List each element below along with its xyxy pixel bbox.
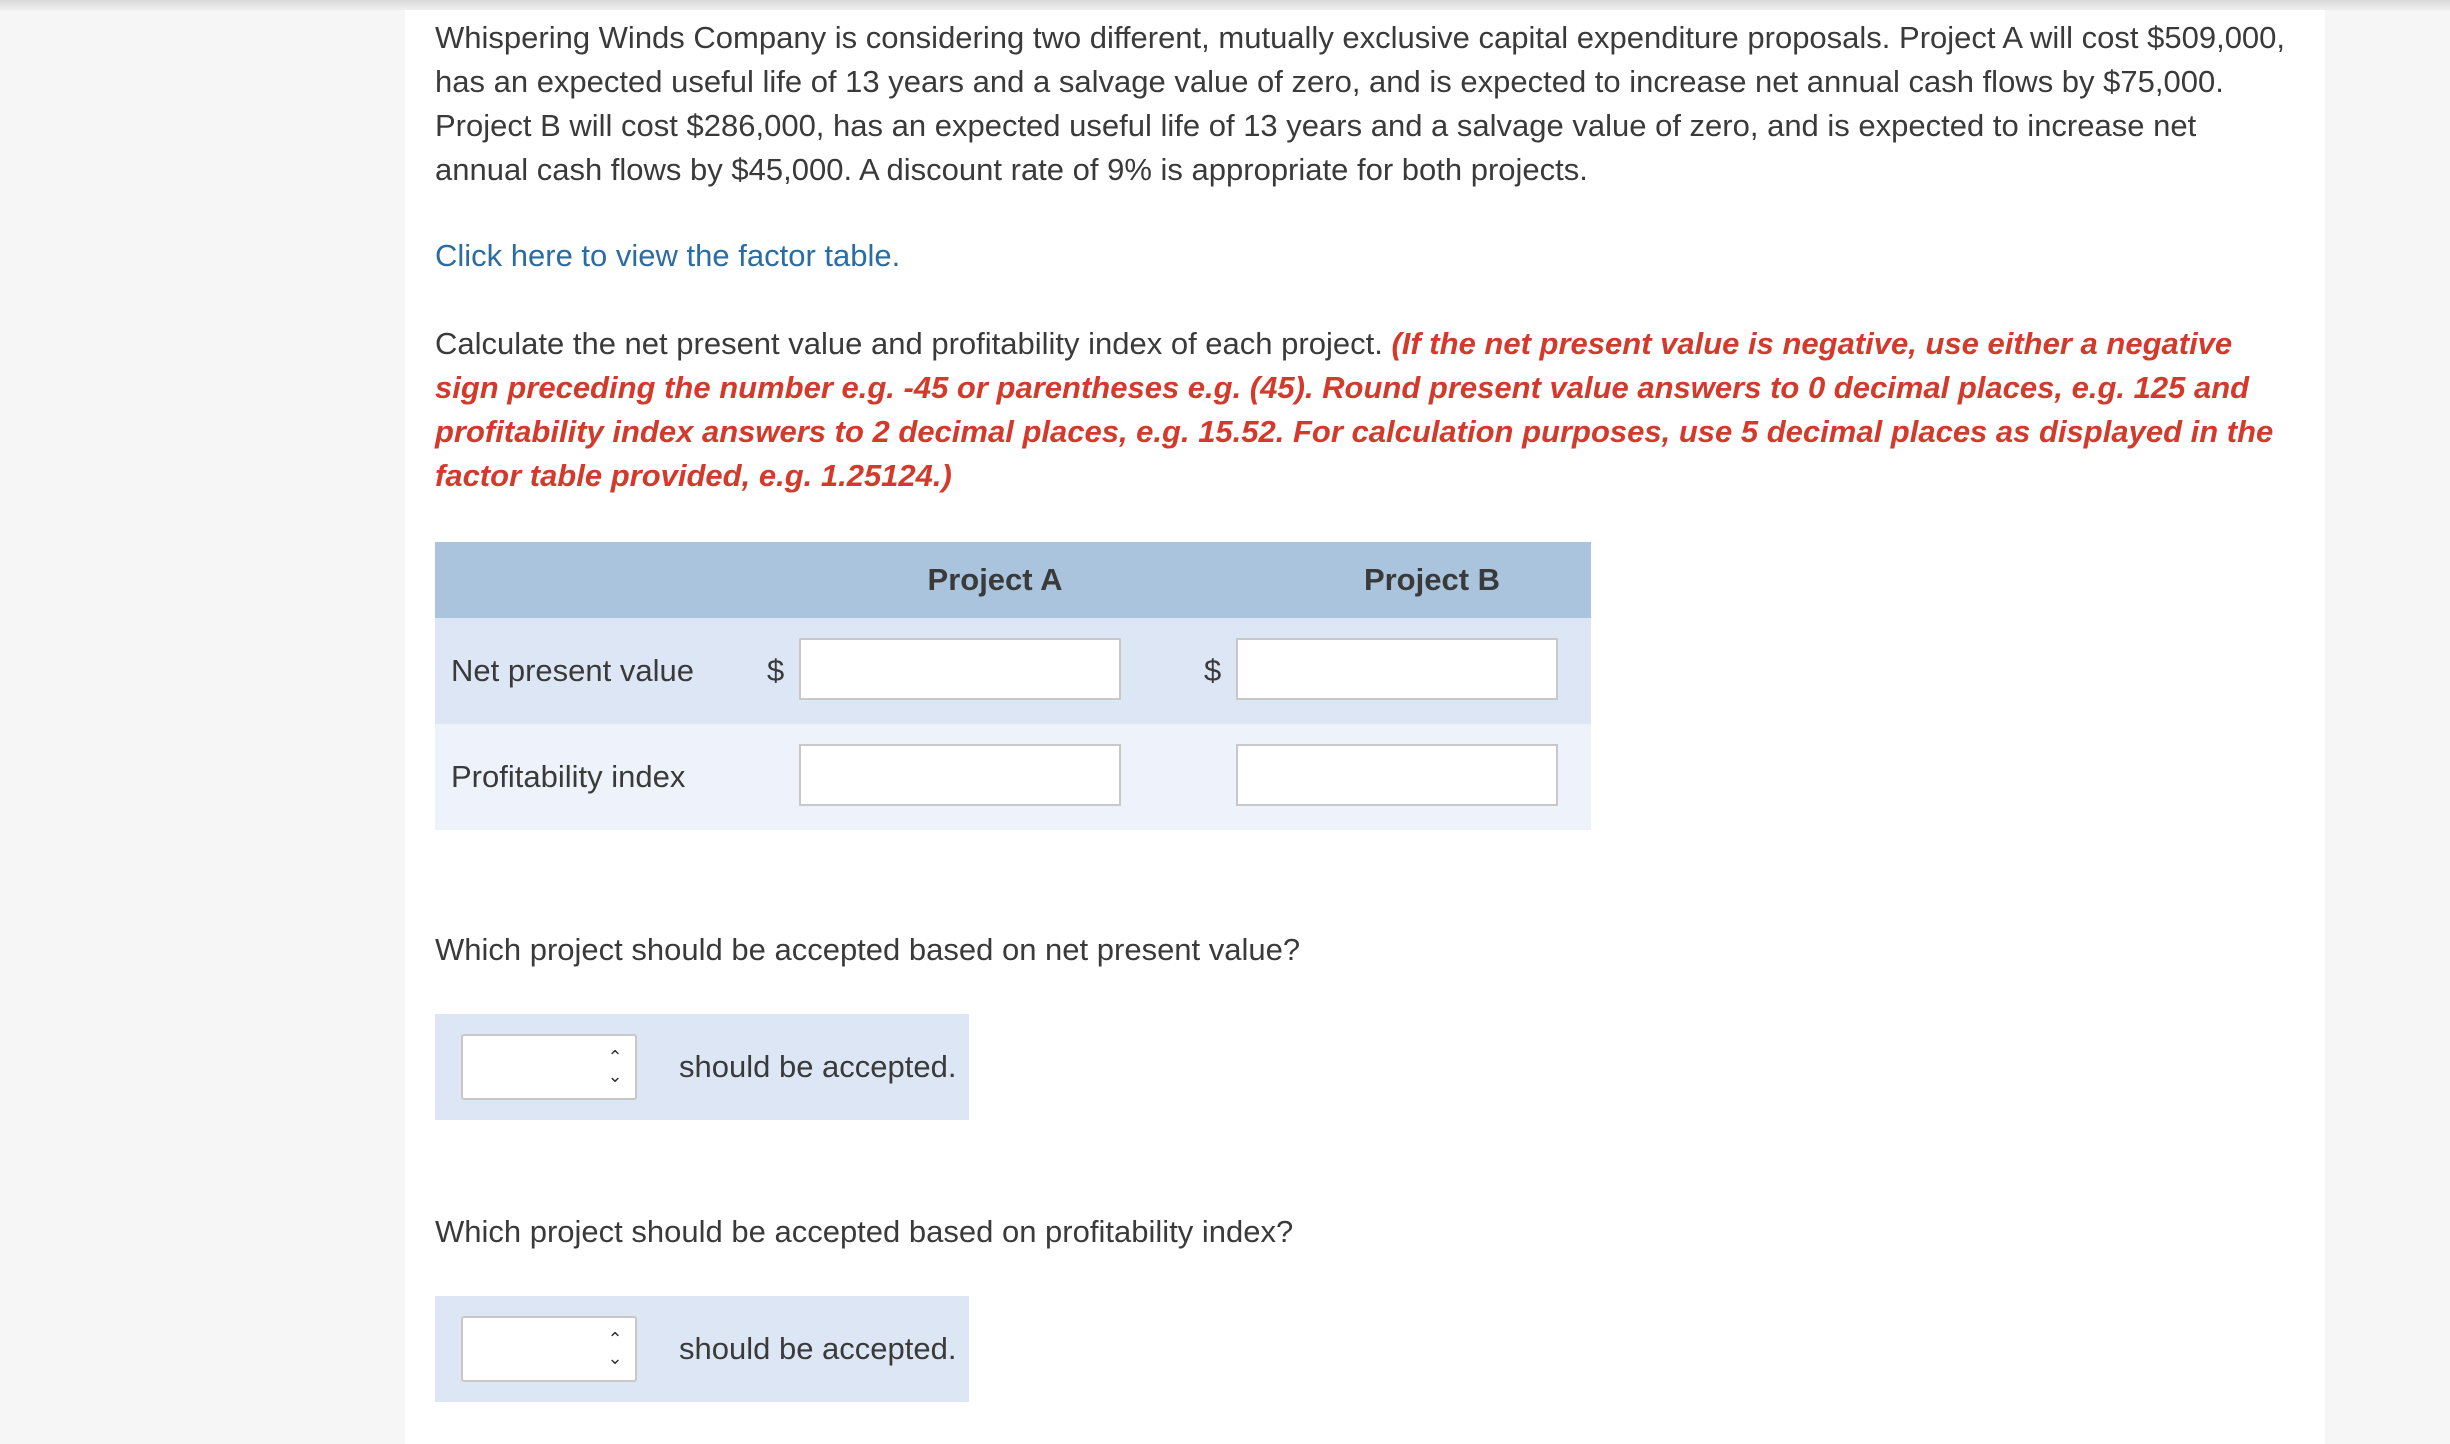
answer-npv-box — [435, 1014, 969, 1120]
question-panel — [405, 10, 2325, 1444]
table-header — [435, 542, 1591, 618]
instruction-note: (If the net present value is negative, use either a negative sign preceding the number e.g. -45 or parentheses e.g. (45). Round present value answers to 0 decimal places, e.g. 125 and profitability index answers to 2 decimal places, e.g. 15.52. For calculation purposes, use 5 decimal places as displayed in the factor table provided, e.g. 1.25124.) — [435, 326, 2274, 493]
npv-project-a-input[interactable] — [799, 638, 1121, 700]
pi-project-select[interactable] — [461, 1316, 637, 1382]
up-down-chevron-icon: ⌃ ⌄ — [607, 1047, 623, 1086]
up-down-chevron-icon: ⌃ ⌄ — [607, 1329, 623, 1368]
npv-b-dollar-sign: $ — [1204, 653, 1222, 688]
instruction-text — [435, 322, 2295, 498]
npv-project-select[interactable] — [461, 1034, 637, 1100]
factor-table-link[interactable]: Click here to view the factor table. — [435, 238, 901, 273]
question-npv: Which project should be accepted based on net present value? — [435, 932, 1301, 967]
table-row-pi — [435, 724, 1591, 830]
pi-project-a-input[interactable] — [799, 744, 1121, 806]
answer-pi-box — [435, 1296, 969, 1402]
header-project-b: Project B — [1363, 562, 1501, 597]
npv-answer-suffix: should be accepted. — [679, 1049, 957, 1084]
header-project-a: Project A — [927, 562, 1063, 597]
top-bar — [0, 0, 2450, 10]
npv-project-b-input[interactable] — [1236, 638, 1558, 700]
pi-answer-suffix: should be accepted. — [679, 1331, 957, 1366]
question-pi: Which project should be accepted based on profitability index? — [435, 1214, 1294, 1249]
problem-statement: Whispering Winds Company is considering two different, mutually exclusive capital expenditure proposals. Project A will cost $509,000, has an expected useful life of 13 years and a salvage value of zero, and is expected to increase net annual cash flows by $75,000. Project B will cost $286,000, has an expected useful life of 13 years and a salvage value of zero, and is expected to increase net annual cash flows by $45,000. A discount rate of 9% is appropriate for both projects. — [435, 20, 2286, 187]
table-row-npv — [435, 618, 1591, 724]
instruction-main: Calculate the net present value and profitability index of each project. — [435, 326, 1383, 361]
pi-label: Profitability index — [451, 759, 686, 794]
pi-project-b-input[interactable] — [1236, 744, 1558, 806]
answer-table — [435, 542, 1591, 830]
npv-label: Net present value — [451, 653, 694, 688]
npv-a-dollar-sign: $ — [767, 653, 785, 688]
